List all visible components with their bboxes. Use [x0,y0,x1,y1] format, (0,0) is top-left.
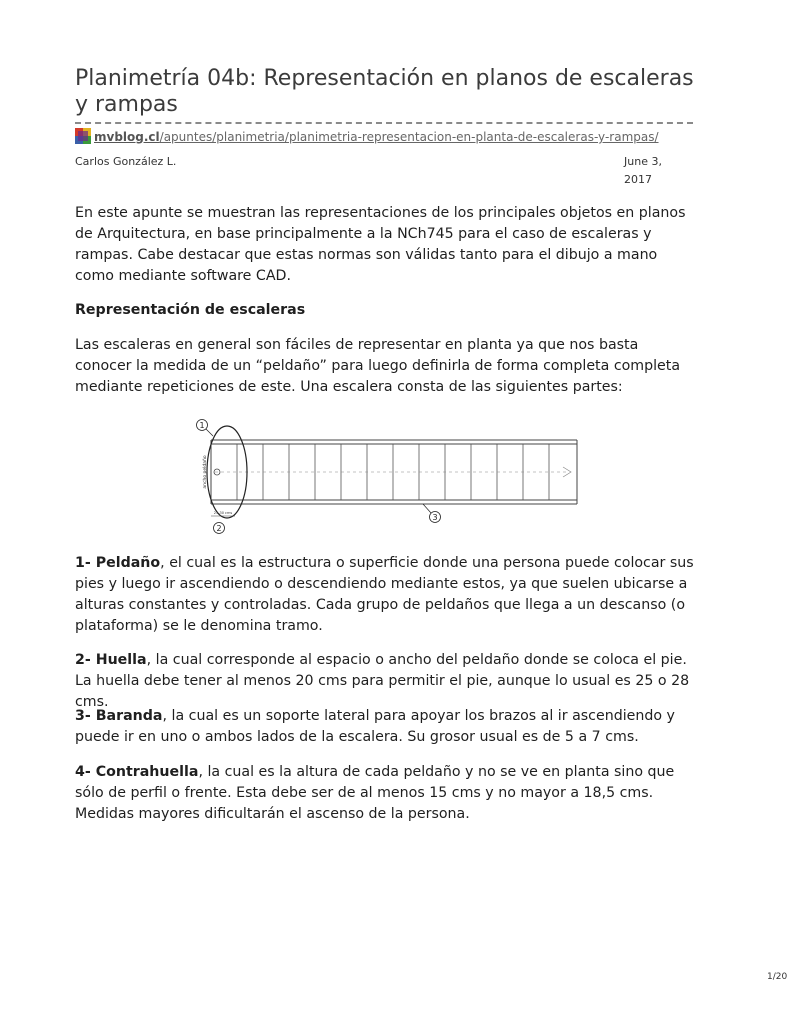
callout-1-label: 1 [199,421,205,430]
item-peldano-term: 1- Peldaño [75,555,161,571]
page-title: Planimetría 04b: Representación en planos de escaleras y rampas [75,66,694,117]
item-contrahuella [75,762,695,825]
callout-3-label: 3 [432,513,438,522]
item-baranda-term: 3- Baranda [75,708,163,724]
callout-2-label: 2 [216,524,222,533]
item-baranda-text: , la cual es un soporte lateral para apoyar los brazos al ir ascendiendo y puede ir en uno o ambos lados de la escalera. Su grosor usual es de 5 a 7 cms. [75,708,675,745]
stair-plan-diagram [185,410,585,535]
stairs-intro-paragraph: Las escaleras en general son fáciles de representar en planta ya que nos basta conocer la medida de un “peldaño” para luego definirla de forma completa completa mediante repeticiones de este. Una escalera consta de las siguientes partes: [75,337,681,395]
side-label: ancho peldaño [203,455,208,489]
publish-date: June 3, 2017 [624,155,662,186]
dimension-label: 25-30 cms [213,511,233,515]
url-path-link[interactable]: /apuntes/planimetria/planimetria-representacion-en-planta-de-escaleras-y-rampas/ [159,130,659,144]
intro-paragraph: En este apunte se muestran las representaciones de los principales objetos en planos de Arquitectura, en base principalmente a la NCh745 para el caso de escaleras y rampas. Cabe destacar que estas normas son válidas tanto para el dibujo a mano como mediante software CAD. [75,205,686,284]
item-contrahuella-term: 4- Contrahuella [75,764,199,780]
item-peldano [75,553,695,637]
title-divider [75,122,693,124]
item-contrahuella-text: , la cual es la altura de cada peldaño y no se ve en planta sino que sólo de perfil o frente. Esta debe ser de al menos 15 cms y no mayor a 18,5 cms. Medidas mayores dificultarán el ascenso de la persona. [75,764,675,822]
item-baranda [75,706,695,748]
site-favicon-icon [75,128,91,144]
url-domain-link[interactable]: mvblog.cl [94,130,160,144]
section-heading: Representación de escaleras [75,302,306,318]
item-huella-text: , la cual corresponde al espacio o ancho del peldaño donde se coloca el pie. La huella debe tener al menos 20 cms para permitir el pie, aunque lo usual es 25 o 28 cms. [75,652,690,710]
item-huella-term: 2- Huella [75,652,147,668]
item-peldano-text: , el cual es la estructura o superficie donde una persona puede colocar sus pies y luego ir ascendiendo o descendiendo mediante estos, ya que suelen ubicarse a alturas constantes y controladas. Cada grupo de peldaños que llega a un descanso (o plataforma) se le denomina tramo. [75,555,694,634]
page-number: 1/20 [767,972,787,982]
author-name: Carlos González L. [75,155,177,168]
item-huella [75,650,695,713]
source-url[interactable] [75,128,695,146]
